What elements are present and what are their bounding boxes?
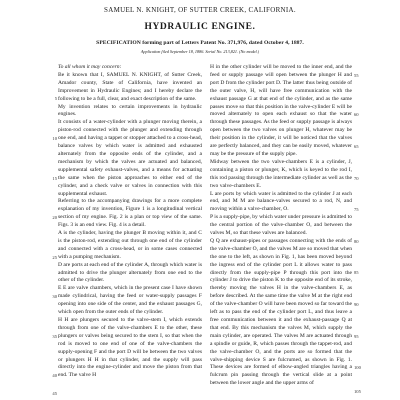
paragraph: Midway between the two valve-chambers E is a cylinder, J, containing a piston or plunger, K, which is keyed to the rod I, this rod passing through the intermediate cylinder as well as the two valve-chambers E.: [210, 158, 352, 189]
line-number: 90: [354, 302, 359, 307]
right-column: [210, 64, 352, 400]
line-number: 45: [52, 391, 57, 396]
paragraph: L are ports by which water is admitted to the cylinder J at each end, and M M are balance-valves secured to a rod, N, and moving within a valve-chamber, O.: [210, 190, 352, 213]
left-column: [58, 64, 202, 400]
paragraph: It consists of a water-cylinder with a plunger moving therein, a piston-rod connected with the plunger and extending through one end, and having a tappet or stopper attached to a cross-head, balance valves by which water is admitted and exhausted alternately from the opposite ends of the cylinder, and a mechanism by which the valves are actuated and balanced, supplemental safety exhaust-valves, and a means for actuating the same when the piston approaches to either end of the cylinder, and a check valve or valves in connection with this supplemental exhaust.: [58, 119, 202, 197]
line-number: 95: [354, 334, 359, 339]
paragraph: Referring to the accompanying drawings for a more complete explanation of my invention, Figure 1 is a longitudinal vertical section of my engine. Fig. 2 is a plan or top view of the same. Figs. 3 is an end view. Fig. 4 is a detail.: [58, 198, 202, 229]
line-number: 75: [354, 207, 359, 212]
line-number: 65: [354, 144, 359, 149]
line-number: 15: [52, 176, 57, 181]
application-line: Application filed September 18, 1886. Serial No. 213,821. (No model.): [140, 49, 260, 54]
specification-line: SPECIFICATION forming part of Letters Patent No. 371,976, dated October 4, 1887.: [96, 40, 304, 46]
document-title: HYDRAULIC ENGINE.: [144, 22, 256, 32]
line-number: 35: [52, 334, 57, 339]
line-number: 55: [354, 73, 359, 78]
paragraph: My invention relates to certain improvements in hydraulic engines.: [58, 103, 202, 118]
paragraph: Be it known that I, SAMUEL N. KNIGHT, of Sutter Creek, Amador county, State of California, have invented an Improvement in Hydraulic Engines; and I hereby declare the following to be a full, clear, and exact description of the same.: [58, 71, 202, 102]
salutation: To all whom it may concern:: [58, 64, 122, 70]
paragraph: D are ports at each end of the cylinder A, through which water is admitted to drive the plunger alternately from one end to the other of the cylinder.: [58, 261, 202, 284]
paragraph: Q Q are exhaust-pipes or passages connecting with the ends of the valve-chamber O, and the valves M are so moved that when the one to the left, as shown in Fig. 1, has been moved beyond the ingress end of the cylinder port L it allows water to pass directly from the supply-pipe P through this port into the cylinder J to drive the piston K to the opposite end of its stroke, thereby moving the valves H in the valve-chambers E, as before described. At the same time the valve M at the right end of the valve-chamber O will have been moved so far toward the left as to pass the end of the cylinder port L, and thus leave a free communication between it and the exhaust-passage Q at that end. By this mechanism the valves M, which supply the main cylinder, are operated. The valves M are actuated through a spindle or guide, R, which passes through the tappet-rod, and the valve-chamber O, and the ports are so formed that the valve-shipping device S are fulcrumed, as shown in Fig. 1. These devices are formed of elbow-angled triangles having a fulcrum pin passing through the vertical slide at a point between the lower angle and the upper arms of: [210, 237, 352, 387]
line-number: 80: [354, 239, 359, 244]
line-number: 20: [52, 215, 57, 220]
line-number: 70: [354, 176, 359, 181]
line-number: 105: [354, 389, 361, 394]
line-number: 30: [52, 294, 57, 299]
paragraph: E E are valve chambers, which in the present case I have shown made cylindrical, having the feed or water-supply passages F opening into one side of the center, and the exhaust passages G, which open from the outer ends of the cylinder.: [58, 285, 202, 316]
paragraph: H in the other cylinder will be moved to the inner end, and the feed or supply passage will open between the plunger H and port D from the cylinder port D. The latter thus being outside of the outer valve, H, will have free communication with the exhaust passage G at that end of the cylinder, and as the same passes move so that this position in the valve-cylinder E will be moved alternately to open each exhaust so that the water through these passages. As the feed or supply passage is always open between the two valves on plunger H, whatever may be their position in the cylinder, it will be noticed that the valves are perfectly balanced, and they can be easily moved, whatever may be the pressure of the supply pipe.: [210, 64, 352, 157]
line-number: 60: [354, 112, 359, 117]
line-number: 25: [52, 255, 57, 260]
paragraph: P is a supply-pipe, by which water under pressure is admitted to the central portion of the valve-chamber O, and between the valves M, so that these valves are balanced.: [210, 214, 352, 237]
line-number: 10: [52, 136, 57, 141]
line-number: 5: [54, 96, 57, 101]
line-number: 85: [354, 270, 359, 275]
line-number: 100: [354, 365, 361, 370]
inventor-header: SAMUEL N. KNIGHT, OF SUTTER CREEK, CALIFORNIA.: [104, 6, 296, 14]
line-number: 40: [52, 373, 57, 378]
paragraph: A is the cylinder, having the plunger B moving within it, and C is the piston-rod, extending out through one end of the cylinder and connected with a cross-head, or in some cases connected with a pumping mechanism.: [58, 230, 202, 260]
paragraph: H H are plungers secured to the valve-stem I, which extends through from one of the valve-chambers E to the other, these plungers or valves being secured to the stem I, so that when the rod is moved to one end of one of the valve-chambers the supply-opening F and the port D will be between the two valves or plungers H H in that cylinder, and the supply will pass directly into the engine-cylinder and move the piston from that end. The valve H: [58, 317, 202, 379]
